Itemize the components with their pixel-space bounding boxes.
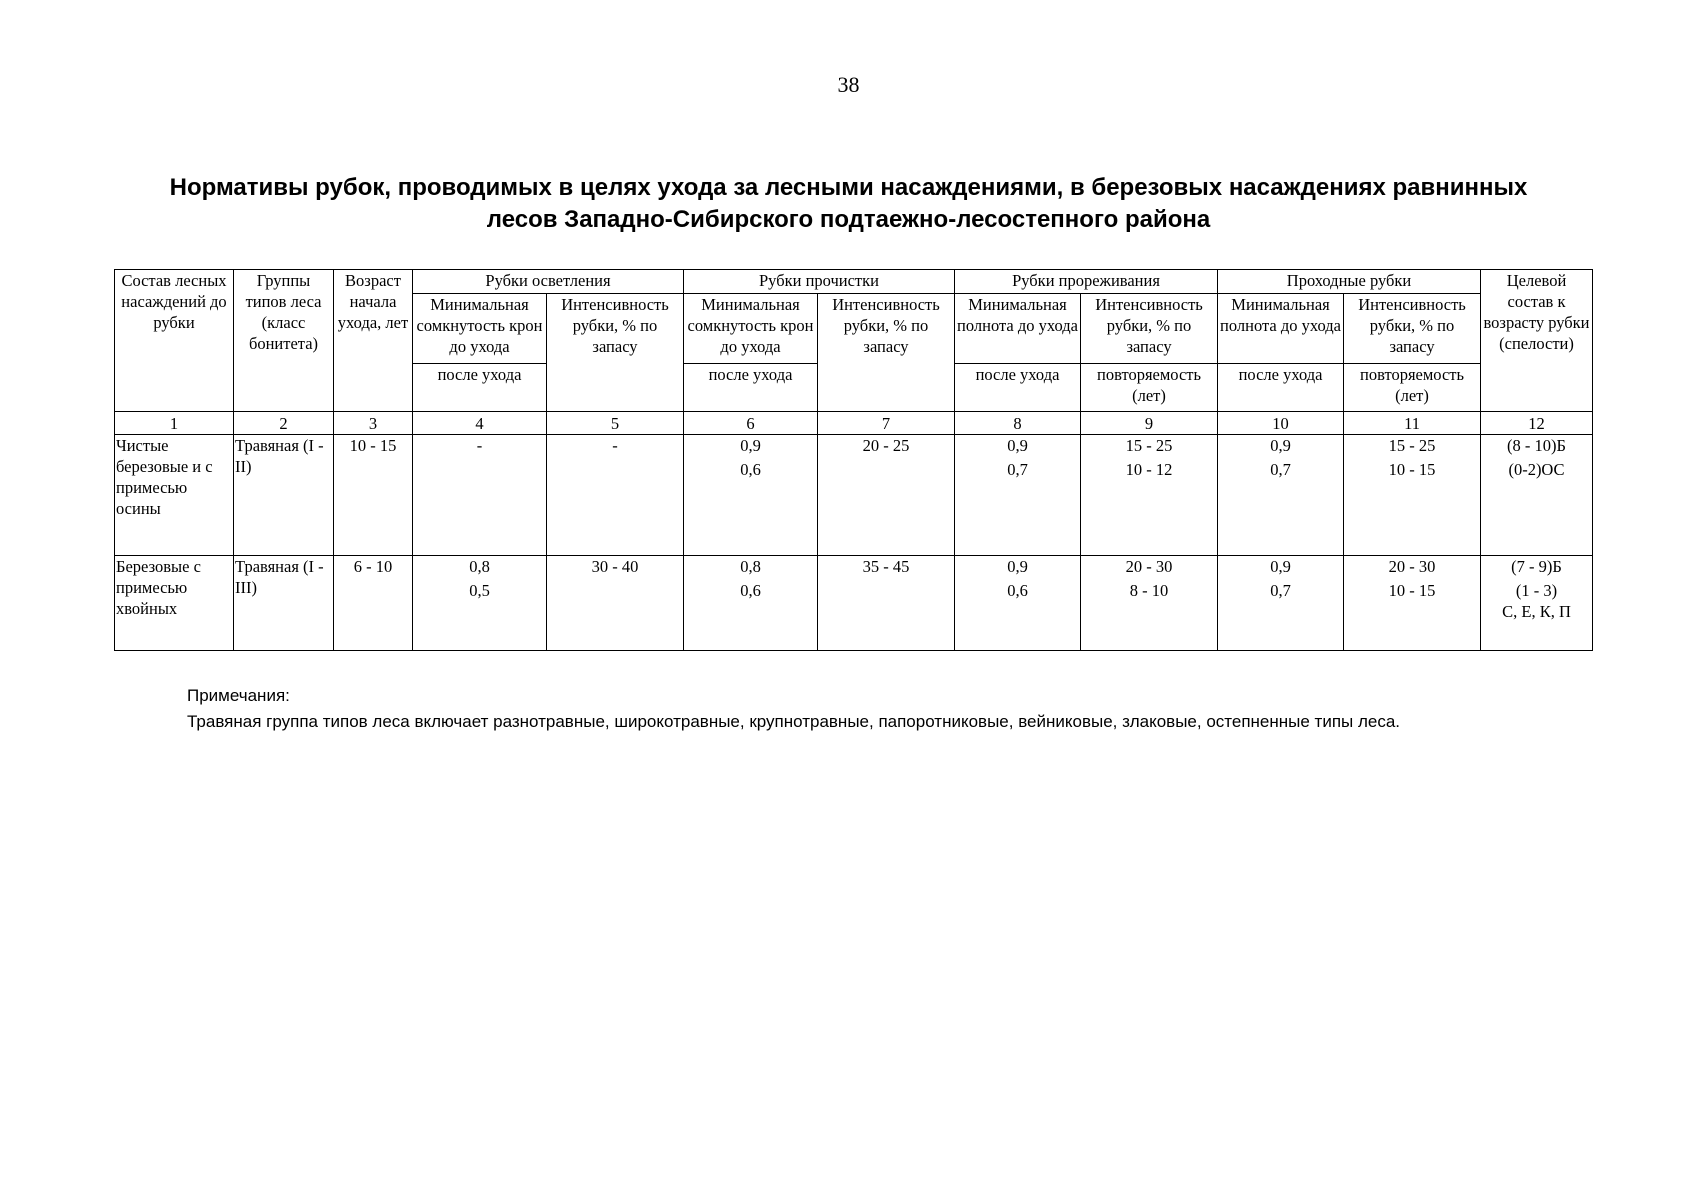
header-start-age: Возраст начала ухода, лет [334,270,413,412]
header-after-care-4: после ухода [413,364,547,412]
column-number: 6 [684,412,818,435]
header-min-crown-6: Минимальная сомкнутость крон до ухода [684,294,818,364]
cell-c10: 0,9 0,7 [1218,556,1344,651]
header-intensity-9: Интенсивность рубки, % по запасу [1081,294,1218,364]
page-number: 38 [837,72,860,97]
header-intensity-7: Интенсивность рубки, % по запасу [818,294,955,412]
header-target-composition: Целевой состав к возрасту рубки (спелости) [1481,270,1593,412]
header-repeat-9: повторяемость (лет) [1081,364,1218,412]
cell-c8: 0,9 0,7 [955,435,1081,556]
header-after-care-8: после ухода [955,364,1081,412]
cell-age: 10 - 15 [334,435,413,556]
title-line-2: лесов Западно-Сибирского подтаежно-лесостепного района [486,206,1211,233]
cell-c5: - [547,435,684,556]
cell-composition: Чистые березовые и с примесью осины [115,435,234,556]
cell-c9: 20 - 30 8 - 10 [1081,556,1218,651]
header-group-cleaning: Рубки прочистки [684,270,955,294]
notes-text: Травяная группа типов леса включает разнотравные, широкотравные, крупнотравные, папоротниковые, вейниковые, злаковые, остепненные типы леса. [187,712,1401,731]
cell-c12: (7 - 9)Б (1 - 3) С, Е, К, П [1481,556,1593,651]
cell-composition: Березовые с примесью хвойных [115,556,234,651]
header-group-pass-cutting: Проходные рубки [1218,270,1481,294]
notes-section [187,683,1400,735]
header-group-clearing: Рубки осветления [413,270,684,294]
notes-heading: Примечания: [187,686,290,705]
cell-age: 6 - 10 [334,556,413,651]
cell-forest-type: Травяная (I - II) [234,435,334,556]
header-forest-type: Группы типов леса (класс бонитета) [234,270,334,412]
table-row [115,435,1593,556]
cell-c7: 35 - 45 [818,556,955,651]
column-number: 9 [1081,412,1218,435]
header-after-care-6: после ухода [684,364,818,412]
column-number: 3 [334,412,413,435]
header-intensity-5: Интенсивность рубки, % по запасу [547,294,684,412]
header-min-crown-4: Минимальная сомкнутость крон до ухода [413,294,547,364]
cell-forest-type: Травяная (I - III) [234,556,334,651]
column-number: 1 [115,412,234,435]
title-line-1: Нормативы рубок, проводимых в целях ухода за лесными насаждениями, в березовых насаждениях равнинных [169,174,1528,201]
header-intensity-11: Интенсивность рубки, % по запасу [1344,294,1481,364]
cell-c6: 0,9 0,6 [684,435,818,556]
column-numbers-row [115,412,1593,435]
header-after-care-10: после ухода [1218,364,1344,412]
header-repeat-11: повторяемость (лет) [1344,364,1481,412]
column-number: 8 [955,412,1081,435]
norms-table [114,269,1593,651]
cell-c6: 0,8 0,6 [684,556,818,651]
header-row-groups [115,270,1593,294]
column-number: 2 [234,412,334,435]
header-min-density-10: Минимальная полнота до ухода [1218,294,1344,364]
column-number: 10 [1218,412,1344,435]
cell-c4: 0,8 0,5 [413,556,547,651]
header-min-density-8: Минимальная полнота до ухода [955,294,1081,364]
table-row [115,556,1593,651]
cell-c4: - [413,435,547,556]
cell-c9: 15 - 25 10 - 12 [1081,435,1218,556]
header-composition: Состав лесных насаждений до рубки [115,270,234,412]
column-number: 5 [547,412,684,435]
document-title [115,172,1582,236]
header-group-thinning: Рубки прореживания [955,270,1218,294]
cell-c11: 15 - 25 10 - 15 [1344,435,1481,556]
cell-c7: 20 - 25 [818,435,955,556]
cell-c8: 0,9 0,6 [955,556,1081,651]
cell-c5: 30 - 40 [547,556,684,651]
cell-c10: 0,9 0,7 [1218,435,1344,556]
cell-c12: (8 - 10)Б (0-2)ОС [1481,435,1593,556]
column-number: 12 [1481,412,1593,435]
column-number: 11 [1344,412,1481,435]
column-number: 7 [818,412,955,435]
column-number: 4 [413,412,547,435]
cell-c11: 20 - 30 10 - 15 [1344,556,1481,651]
